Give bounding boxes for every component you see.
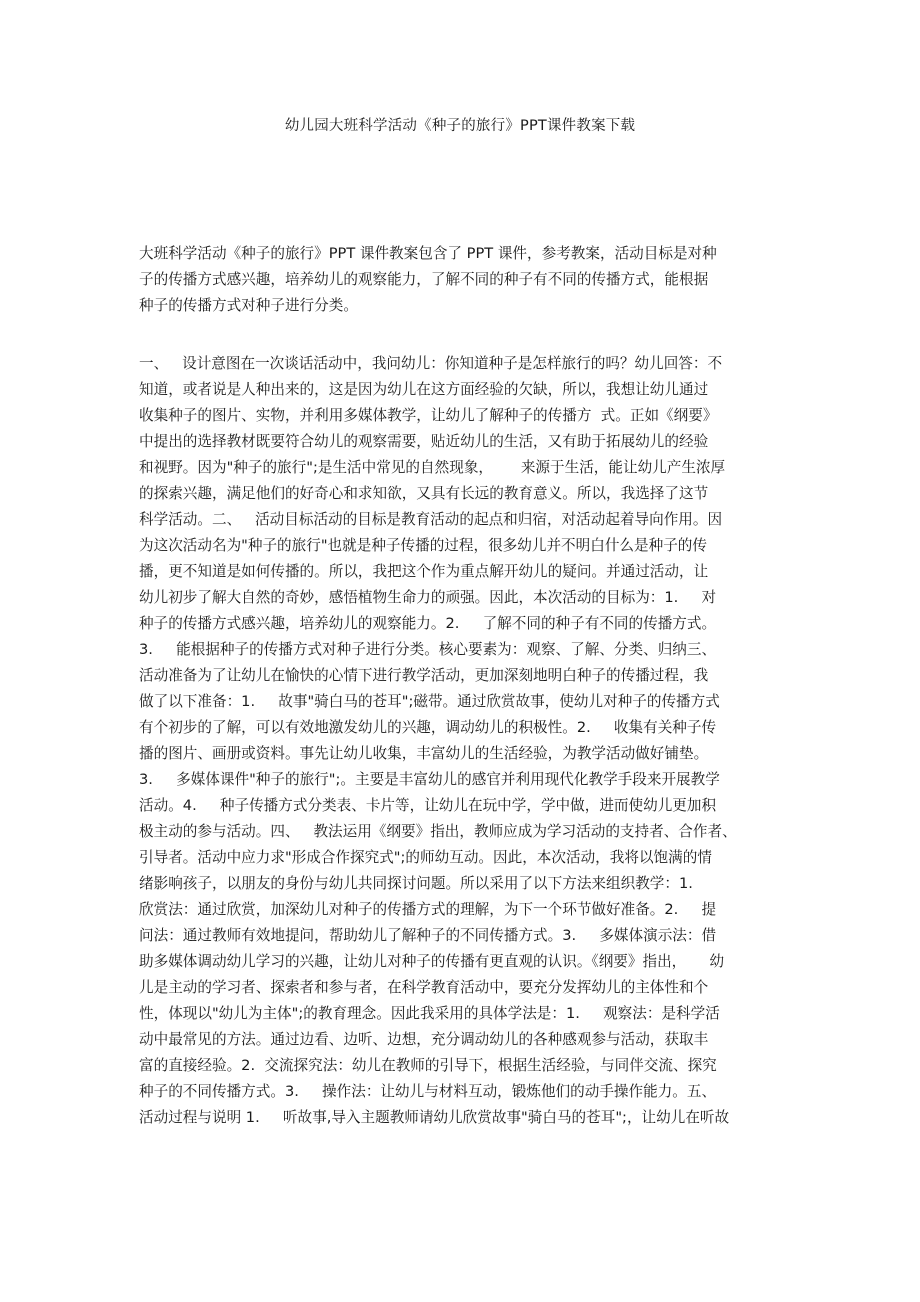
document-title: 幼儿园大班科学活动《种子的旅行》PPT课件教案下载 (284, 118, 636, 134)
text-line: 助多媒体调动幼儿学习的兴趣，让幼儿对种子的传播有更直观的认识。《纲要》指出， 幼 (139, 953, 725, 970)
text-line: 一、 设计意图在一次谈话活动中，我问幼儿：你知道种子是怎样旅行的吗？幼儿回答：不 (139, 355, 723, 372)
text-line: 种子的传播方式感兴趣，培养幼儿的观察能力。2. 了解不同的种子有不同的传播方式。 (139, 615, 717, 632)
text-line: 子的传播方式感兴趣，培养幼儿的观察能力，了解不同的种子有不同的传播方式，能根据 (139, 271, 709, 288)
text-line: 幼儿初步了解大自然的奇妙，感悟植物生命力的顽强。因此，本次活动的目标为：1. 对 (139, 589, 717, 606)
text-line: 富的直接经验。2. 交流探究法：幼儿在教师的引导下，根据生活经验，与同伴交流、探究 (139, 1057, 717, 1074)
text-line: 3. 多媒体课件"种子的旅行";。主要是丰富幼儿的感官并利用现代化教学手段来开展教学 (139, 771, 720, 788)
text-line: 极主动的参与活动。四、 教法运用《纲要》指出，教师应成为学习活动的支持者、合作者、 (139, 823, 737, 840)
text-line: 儿是主动的学习者、探索者和参与者，在科学教育活动中，要充分发挥幼儿的主体性和个 (139, 979, 709, 996)
text-line: 活动过程与说明 1. 听故事,导入主题教师请幼儿欣赏故事"骑白马的苍耳";，让幼儿在听故 (139, 1109, 730, 1126)
text-line: 欣赏法：通过欣赏，加深幼儿对种子的传播方式的理解，为下一个环节做好准备。2. 提 (139, 901, 717, 918)
text-line: 有个初步的了解，可以有效地激发幼儿的兴趣，调动幼儿的积极性。2. 收集有关种子传 (139, 719, 717, 736)
text-line: 播，更不知道是如何传播的。所以，我把这个作为重点解开幼儿的疑问。并通过活动，让 (139, 563, 709, 580)
body-paragraph (139, 351, 789, 1131)
text-line: 动中最常见的方法。通过边看、边听、边想，充分调动幼儿的各种感观参与活动，获取丰 (139, 1031, 709, 1048)
text-line: 的探索兴趣，满足他们的好奇心和求知欲，又具有长远的教育意义。所以，我选择了这节 (139, 485, 709, 502)
text-line: 大班科学活动《种子的旅行》PPT 课件教案包含了 PPT 课件，参考教案，活动目标是对种 (139, 245, 717, 262)
text-line: 3. 能根据种子的传播方式对种子进行分类。核心要素为：观察、了解、分类、归纳三、 (139, 641, 717, 658)
text-line: 收集种子的图片、实物，并利用多媒体教学，让幼儿了解种子的传播方 式。正如《纲要》 (139, 407, 718, 424)
text-line: 知道，或者说是人种出来的，这是因为幼儿在这方面经验的欠缺，所以，我想让幼儿通过 (139, 381, 709, 398)
text-line: 活动。4. 种子传播方式分类表、卡片等，让幼儿在玩中学，学中做，进而使幼儿更加积 (139, 797, 717, 814)
text-line: 中提出的选择教材既要符合幼儿的观察需要，贴近幼儿的生活，又有助于拓展幼儿的经验 (139, 433, 709, 450)
text-line: 种子的不同传播方式。3. 操作法：让幼儿与材料互动，锻炼他们的动手操作能力。五、 (139, 1083, 717, 1100)
text-line: 播的图片、画册或资料。事先让幼儿收集，丰富幼儿的生活经验，为教学活动做好铺垫。 (139, 745, 709, 762)
text-line: 绪影响孩子，以朋友的身份与幼儿共同探讨问题。所以采用了以下方法来组织教学：1. (139, 875, 693, 892)
text-line: 性，体现以"幼儿为主体";的教育理念。因此我采用的具体学法是：1. 观察法：是科学活 (139, 1005, 720, 1022)
text-line: 做了以下准备：1. 故事"骑白马的苍耳";磁带。通过欣赏故事，使幼儿对种子的传播方式 (139, 693, 720, 710)
text-line: 引导者。活动中应力求"形成合作探究式";的师幼互动。因此，本次活动，我将以饱满的情 (139, 849, 712, 866)
text-line: 科学活动。二、 活动目标活动的目标是教育活动的起点和归宿，对活动起着导向作用。因 (139, 511, 723, 528)
text-line: 问法：通过教师有效地提问，帮助幼儿了解种子的不同传播方式。3. 多媒体演示法：借 (139, 927, 717, 944)
text-line: 和视野。因为"种子的旅行";是生活中常见的自然现象， 来源于生活，能让幼儿产生浓厚 (139, 459, 726, 476)
text-line: 种子的传播方式对种子进行分类。 (139, 297, 358, 314)
text-line: 活动准备为了让幼儿在愉快的心情下进行教学活动，更加深刻地明白种子的传播过程，我 (139, 667, 709, 684)
intro-paragraph (139, 241, 789, 319)
text-line: 为这次活动名为"种子的旅行"也就是种子传播的过程，很多幼儿并不明白什么是种子的传 (139, 537, 707, 554)
